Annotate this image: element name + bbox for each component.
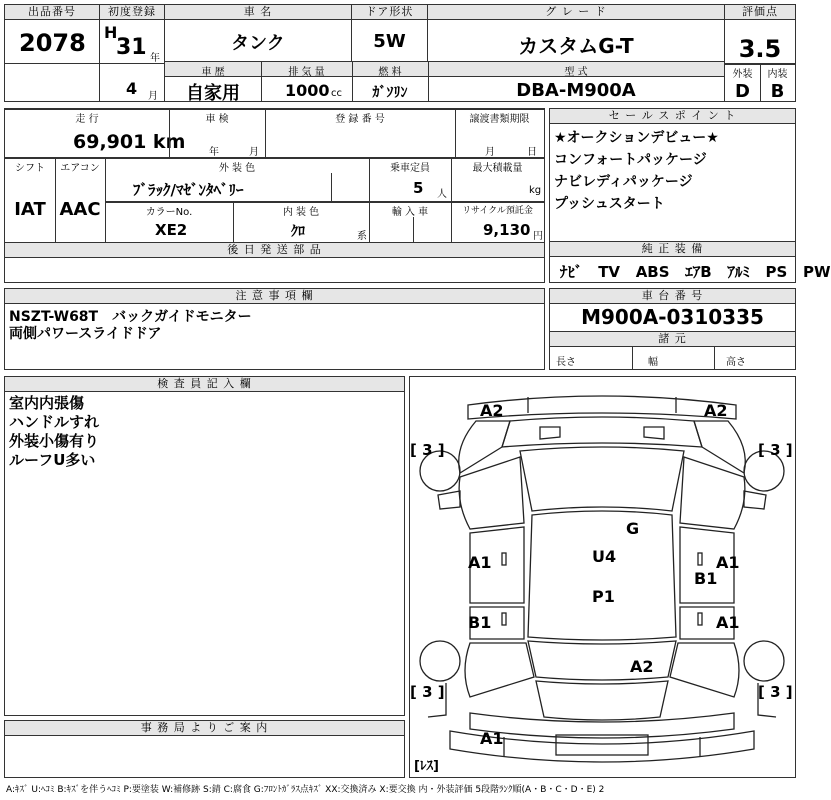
lot-label: 出品番号	[5, 5, 99, 20]
equipment-box	[549, 241, 831, 283]
spare-tyre: [ﾚｽ]	[414, 759, 439, 774]
height-label: 高さ	[726, 357, 746, 368]
score-label: 評価点	[725, 5, 795, 20]
registration-label: 初度登録	[100, 5, 164, 20]
sales-point: プッシュスタート	[554, 196, 665, 212]
inspection-label: 車 検	[205, 114, 229, 125]
mileage-label: 走 行	[75, 114, 99, 125]
max-load-unit: kg	[529, 185, 542, 196]
grade-box	[427, 4, 725, 62]
interior-color: ｸﾛ	[291, 224, 305, 240]
transfer-day: 日	[527, 147, 537, 158]
aircon-label: エアコン	[60, 163, 100, 174]
score-box	[724, 4, 796, 102]
tyre-rear-right: [ 3 ]	[758, 683, 793, 701]
chassis-label: 車 台 番 号	[550, 289, 795, 304]
equip-ps: PS	[765, 263, 788, 281]
displacement-label: 排 気 量	[288, 67, 325, 78]
sales-point: コンフォートパッケージ	[554, 152, 707, 168]
model-label: 型 式	[564, 67, 588, 78]
inspector-note: 室内内張傷	[9, 394, 85, 412]
office-label: 事 務 局 よ り ご 案 内	[5, 721, 404, 736]
legend: A:ｷｽﾞ U:ﾍｺﾐ B:ｷｽﾞを伴うﾍｺﾐ P:要塗装 W:補修跡 S:錆 C:腐食 G:ﾌﾛﾝﾄｶﾞﾗｽ点ｷｽﾞ XX:交換済み X:要交換 内・外装評価 5段階ﾗﾝｸ順(A・B・C・D・E) 2	[6, 785, 605, 795]
reg-month: 4	[126, 79, 138, 98]
mileage: 69,901 km	[73, 131, 186, 153]
equip-pw: PW	[803, 263, 831, 281]
registration-box	[99, 4, 165, 102]
caution-line: 両側パワースライドドア	[9, 326, 162, 342]
seats-unit: 人	[437, 189, 447, 200]
inspector-note: ハンドルすれ	[9, 413, 100, 431]
import-label: 輸 入 車	[391, 207, 429, 218]
recycle-label: リサイクル預託金	[462, 206, 533, 216]
later-parts-label: 後 日 発 送 部 品	[5, 243, 544, 258]
fuel: ｶﾞｿﾘﾝ	[372, 85, 408, 101]
exterior-color: ﾌﾞﾗｯｸ/ﾏｾﾞﾝﾀﾍﾞﾘｰ	[133, 181, 244, 199]
aircon: AAC	[59, 199, 101, 220]
tyre-front-left: [ 3 ]	[410, 441, 445, 459]
transfer-month: 月	[485, 147, 495, 158]
inspector-note: 外装小傷有り	[9, 432, 100, 450]
car-name-box	[164, 4, 352, 62]
damage-right-rear-door: A1	[716, 613, 740, 632]
sales-points-box	[549, 108, 796, 242]
tyre-rear-left: [ 3 ]	[410, 683, 445, 701]
door-label: ドア形状	[352, 5, 427, 20]
inspection-year: 年	[209, 147, 219, 158]
inspection-month: 月	[249, 147, 259, 158]
sales-point: ★オークションデビュー★	[554, 130, 719, 146]
office-box	[4, 720, 405, 778]
caution-line: NSZT-W68T バックガイドモニター	[9, 309, 252, 325]
chassis-number: M900A-0310335	[581, 305, 764, 329]
interior-color-label: 内 装 色	[282, 207, 320, 218]
history: 自家用	[186, 83, 240, 104]
shift: IAT	[14, 199, 46, 220]
score: 3.5	[738, 35, 782, 63]
vehicle-info-box	[4, 108, 545, 283]
damage-right-front-door: A1	[716, 553, 740, 572]
interior-grade: B	[770, 81, 785, 102]
damage-left-front-door: A1	[468, 553, 492, 572]
lot-number: 2078	[19, 29, 86, 57]
year-unit: 年	[150, 53, 160, 64]
history-label: 車 歴	[201, 67, 225, 78]
spec-label: 諸 元	[550, 331, 795, 347]
caution-box	[4, 288, 545, 370]
caution-label: 注 意 事 項 欄	[5, 289, 544, 304]
equip-alloy: ｱﾙﾐ	[727, 263, 750, 281]
damage-roof-paint: P1	[592, 587, 615, 606]
damage-front-left: A2	[480, 401, 504, 420]
color-number: XE2	[155, 221, 188, 239]
seats-label: 乗車定員	[390, 163, 430, 174]
era: H	[104, 23, 118, 42]
door-box	[351, 4, 428, 62]
grade-label: グ レ ー ド	[428, 5, 724, 20]
car-name: タンク	[231, 33, 285, 54]
car-name-label: 車 名	[165, 5, 351, 20]
seats: 5	[413, 179, 424, 197]
damage-windshield: G	[626, 519, 640, 538]
registration-number-label: 登 録 番 号	[335, 114, 385, 125]
chassis-box	[549, 288, 796, 370]
inspector-label: 検 査 員 記 入 欄	[5, 377, 404, 392]
shift-label: シフト	[15, 163, 45, 174]
displacement: 1000	[285, 81, 330, 100]
recycle-unit: 円	[533, 231, 543, 242]
damage-rear-bumper: A1	[480, 729, 504, 748]
interior-label: 内装	[767, 69, 788, 80]
damage-right-mid: B1	[694, 569, 718, 588]
equip-airbag: ｴｱB	[685, 263, 712, 281]
model: DBA-M900A	[516, 80, 636, 101]
exterior-grade: D	[735, 81, 750, 102]
second-line-box	[164, 61, 725, 102]
month-unit: 月	[148, 91, 158, 102]
exterior-label: 外装	[732, 69, 753, 80]
reg-year: 31	[116, 35, 147, 60]
color-number-label: カラーNo.	[145, 207, 193, 218]
door-type: 5W	[373, 31, 406, 52]
grade: カスタムG-T	[518, 34, 634, 58]
displacement-unit: cc	[331, 88, 342, 99]
max-load-label: 最大積載量	[472, 163, 523, 174]
tyre-front-right: [ 3 ]	[758, 441, 793, 459]
width-label: 幅	[648, 357, 658, 368]
exterior-color-label: 外 装 色	[218, 163, 256, 174]
equip-abs: ABS	[635, 263, 670, 281]
damage-roof: U4	[592, 547, 617, 566]
sales-points-label: セ ー ル ス ポ イ ン ト	[550, 109, 795, 124]
damage-diagram-box	[409, 376, 796, 778]
damage-rear-gate: A2	[630, 657, 654, 676]
length-label: 長さ	[556, 357, 576, 368]
recycle-fee: 9,130	[483, 221, 531, 239]
damage-front-right: A2	[704, 401, 728, 420]
damage-left-rear-door: B1	[468, 613, 492, 632]
lot-box	[4, 4, 100, 102]
sales-point: ナビレディパッケージ	[554, 174, 693, 190]
inspector-note: ルーフU多い	[9, 451, 96, 469]
interior-color-unit: 系	[357, 231, 367, 242]
equip-navi: ﾅﾋﾞ	[560, 263, 583, 281]
fuel-label: 燃 料	[378, 67, 402, 78]
equipment-label: 純 正 装 備	[550, 242, 795, 257]
car-diagram	[410, 377, 795, 777]
equip-tv: TV	[598, 263, 621, 281]
inspector-box	[4, 376, 405, 716]
transfer-deadline-label: 譲渡書類期限	[469, 114, 530, 125]
